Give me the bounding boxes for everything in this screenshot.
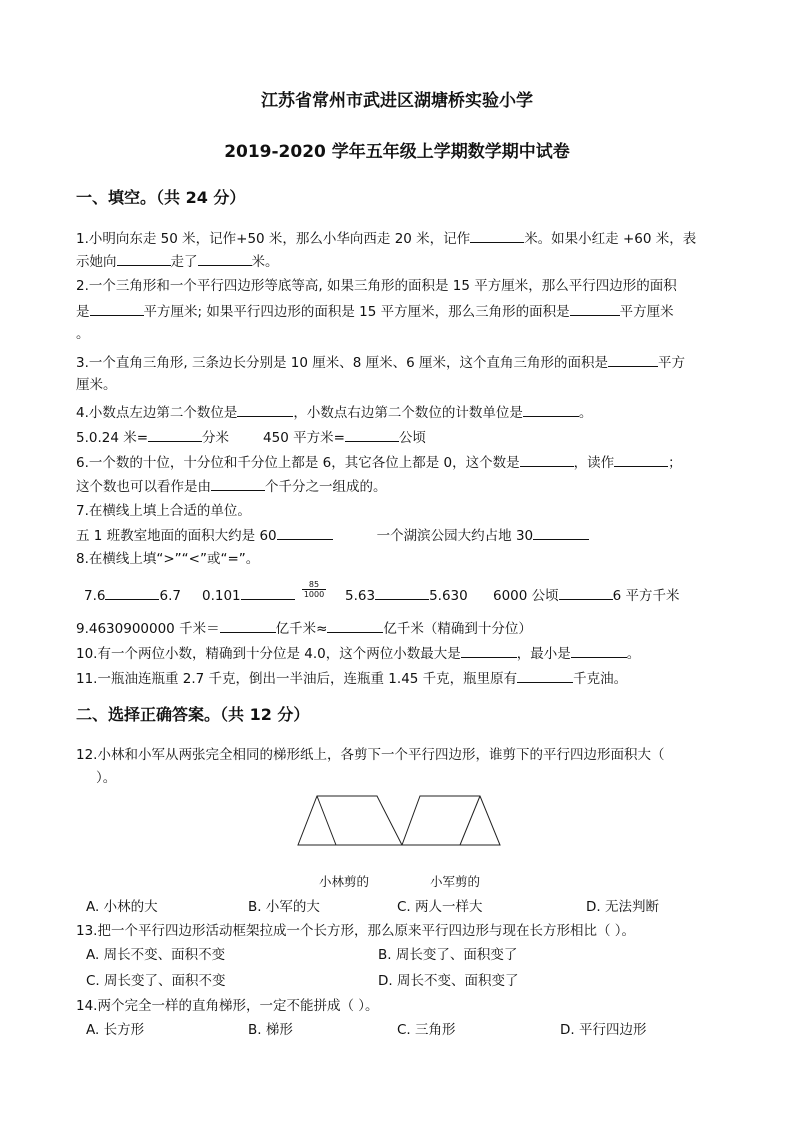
answer-blank[interactable] — [90, 301, 144, 316]
answer-blank[interactable] — [375, 585, 429, 600]
q14-option-c[interactable]: C. 三角形 — [397, 1022, 456, 1038]
answer-blank[interactable] — [570, 301, 620, 316]
answer-blank[interactable] — [117, 251, 171, 266]
answer-blank[interactable] — [237, 402, 293, 417]
q12-option-a[interactable]: A. 小林的大 — [86, 899, 158, 915]
question-3-line-2: 厘米。 — [76, 377, 117, 393]
q13-option-c[interactable]: C. 周长变了、面积不变 — [86, 973, 226, 989]
answer-blank[interactable] — [559, 585, 613, 600]
question-7-line-2: 五 1 班教室地面的面积大约是 60 一个湖滨公园大约占地 30 — [76, 525, 589, 546]
answer-blank[interactable] — [517, 668, 573, 683]
answer-blank[interactable] — [241, 585, 295, 600]
xiaojun-trapezoid — [402, 796, 500, 845]
q12-option-b[interactable]: B. 小军的大 — [248, 899, 320, 915]
q14-option-a[interactable]: A. 长方形 — [86, 1022, 145, 1038]
answer-blank[interactable] — [277, 525, 333, 540]
q14-option-d[interactable]: D. 平行四边形 — [560, 1022, 647, 1038]
question-6-line-2: 这个数也可以看作是由 个千分之一组成的。 — [76, 476, 387, 497]
answer-blank[interactable] — [105, 585, 159, 600]
question-11: 11.一瓶油连瓶重 2.7 千克，倒出一半油后，连瓶重 1.45 千克，瓶里原有 千克油。 — [76, 668, 627, 689]
xiaolin-trapezoid — [298, 796, 402, 845]
q12-option-d[interactable]: D. 无法判断 — [586, 899, 659, 915]
answer-blank[interactable] — [520, 452, 574, 467]
answer-blank[interactable] — [614, 452, 668, 467]
xiaolin-cut-line — [317, 796, 336, 845]
question-2-line-1: 2.一个三角形和一个平行四边形等底等高, 如果三角形的面积是 15 平方厘米，那么平行四边形的面积 — [76, 278, 677, 294]
answer-blank[interactable] — [211, 476, 265, 491]
answer-blank[interactable] — [220, 618, 276, 633]
section-fill-in-title: 一、填空。（共 24 分） — [76, 188, 246, 207]
answer-blank[interactable] — [148, 427, 202, 442]
question-1-line-1: 1.小明向东走 50 米，记作+50 米，那么小华向西走 20 米，记作 米。如果小红走 +60 米，表 — [76, 228, 696, 249]
exam-title: 2019-2020 学年五年级上学期数学期中试卷 — [224, 142, 570, 162]
caption-xiaojun: 小军剪的 — [430, 874, 481, 889]
question-14: 14.两个完全一样的直角梯形，一定不能拼成（ ）。 — [76, 998, 379, 1014]
q13-option-b[interactable]: B. 周长变了、面积变了 — [378, 947, 518, 963]
question-8-item-1: 7.6 6.7 — [84, 585, 181, 606]
answer-blank[interactable] — [470, 228, 524, 243]
answer-blank[interactable] — [571, 643, 627, 658]
answer-blank[interactable] — [523, 402, 579, 417]
question-4: 4.小数点左边第二个数位是 ，小数点右边第二个数位的计数单位是 。 — [76, 402, 592, 423]
question-12-line-2: ）。 — [96, 770, 117, 786]
question-8-item-4: 6000 公顷 6 平方千米 — [493, 585, 680, 606]
question-1-line-2: 示她向 走了 米。 — [76, 251, 279, 272]
answer-blank[interactable] — [608, 352, 658, 367]
q14-option-b[interactable]: B. 梯形 — [248, 1022, 293, 1038]
caption-xiaolin: 小林剪的 — [319, 874, 370, 889]
question-8-item-3: 5.63 5.630 — [345, 585, 468, 606]
question-13: 13.把一个平行四边形活动框架拉成一个长方形，那么原来平行四边形与现在长方形相比（ ）。 — [76, 923, 636, 939]
question-2-line-2: 是 平方厘米; 如果平行四边形的面积是 15 平方厘米，那么三角形的面积是 平方厘米 — [76, 301, 674, 322]
trapezoid-figures — [290, 793, 510, 851]
answer-blank[interactable] — [461, 643, 517, 658]
answer-blank[interactable] — [327, 618, 383, 633]
question-7-line-1: 7.在横线上填上合适的单位。 — [76, 503, 251, 519]
question-10: 10.有一个两位小数，精确到十分位是 4.0，这个两位小数最大是 ，最小是 。 — [76, 643, 640, 664]
answer-blank[interactable] — [198, 251, 252, 266]
question-6-line-1: 6.一个数的十位，十分位和千分位上都是 6，其它各位上都是 0，这个数是 ，读作 ； — [76, 452, 682, 473]
question-9: 9.4630900000 千米＝ 亿千米≈ 亿千米（精确到十分位） — [76, 618, 532, 639]
question-3-line-1: 3.一个直角三角形, 三条边长分别是 10 厘米、8 厘米、6 厘米，这个直角三角形的面积是 平方 — [76, 352, 685, 373]
school-title: 江苏省常州市武进区湖塘桥实验小学 — [261, 91, 533, 111]
answer-blank[interactable] — [533, 525, 589, 540]
question-8-line-1: 8.在横线上填“>”“<”或“=”。 — [76, 551, 260, 567]
question-5: 5.0.24 米= 分米 450 平方米= 公顷 — [76, 427, 426, 448]
q13-option-a[interactable]: A. 周长不变、面积不变 — [86, 947, 226, 963]
question-12-line-1: 12.小林和小军从两张完全相同的梯形纸上，各剪下一个平行四边形，谁剪下的平行四边形面积大（ — [76, 747, 665, 763]
question-8-item-2: 0.101 — [202, 585, 295, 606]
q12-option-c[interactable]: C. 两人一样大 — [397, 899, 483, 915]
fraction-85-1000: $\frac{85}{1000}$ — [303, 580, 325, 599]
section-choice-title: 二、选择正确答案。（共 12 分） — [76, 705, 310, 724]
q13-option-d[interactable]: D. 周长不变、面积变了 — [378, 973, 519, 989]
answer-blank[interactable] — [345, 427, 399, 442]
xiaojun-cut-line — [460, 796, 480, 845]
question-2-line-3: 。 — [76, 326, 90, 342]
